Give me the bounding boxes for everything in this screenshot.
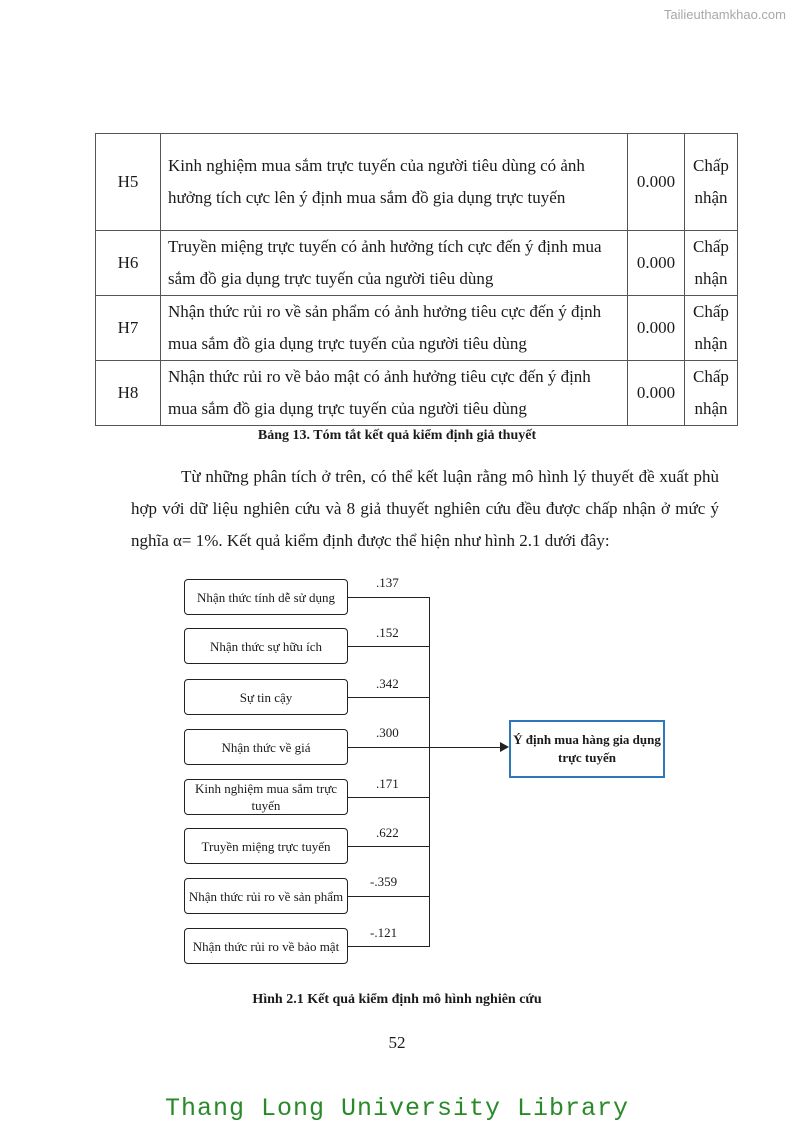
connector-line [347,846,429,847]
hypothesis-statement: Truyền miệng trực tuyến có ảnh hưởng tích cực đến ý định mua sắm đồ gia dụng trực tuyến của người tiêu dùng [161,231,628,296]
factor-box: Nhận thức sự hữu ích [184,628,348,664]
watermark: Tailieuthamkhao.com [663,7,786,22]
hypothesis-sig: 0.000 [628,134,685,231]
figure-caption: Hình 2.1 Kết quả kiểm định mô hình nghiên cứu [252,992,542,1007]
table-caption: Bảng 13. Tóm tắt kết quả kiểm định giả thuyết [257,428,537,443]
connector-line [347,597,429,598]
hypothesis-sig: 0.000 [628,296,685,361]
page-number: 52 [388,1033,406,1052]
connector-line [347,896,429,897]
hypothesis-result: Chấp nhận [685,134,738,231]
factor-box: Nhận thức rủi ro về sản phẩm [184,878,348,914]
hypothesis-statement: Nhận thức rủi ro về sản phẩm có ảnh hưởng tiêu cực đến ý định mua sắm đồ gia dụng trực tuyến của người tiêu dùng [161,296,628,361]
connector-line [347,797,429,798]
table-row [96,134,738,231]
target-box: Ý định mua hàng gia dụng trực tuyến [509,720,665,778]
body-paragraph: Từ những phân tích ở trên, có thể kết luận rằng mô hình lý thuyết đề xuất phù hợp với dữ liệu nghiên cứu và 8 giả thuyết nghiên cứu đều được chấp nhận ở mức ý nghĩa α= 1%. Kết quả kiểm định được thể hiện như hình 2.1 dưới đây: [131,467,719,550]
hypothesis-result: Chấp nhận [685,361,738,426]
coefficient-label: -.359 [370,874,398,889]
table-row [96,231,738,296]
connector-arrow-line [429,747,503,748]
connector-line [347,697,429,698]
coefficient-label: .300 [376,725,399,740]
connector-bus [429,597,430,947]
coefficient-label: -.121 [370,925,398,940]
connector-line [347,946,429,947]
arrow-head-icon [500,742,509,752]
hypothesis-table [95,133,738,426]
hypothesis-statement: Kinh nghiệm mua sắm trực tuyến của người tiêu dùng có ảnh hưởng tích cực lên ý định mua sắm đồ gia dụng trực tuyến [161,134,628,231]
factor-box: Sự tin cậy [184,679,348,715]
hypothesis-result: Chấp nhận [685,296,738,361]
hypothesis-code: H8 [96,361,161,426]
hypothesis-sig: 0.000 [628,231,685,296]
coefficient-label: .152 [376,625,399,640]
hypothesis-code: H5 [96,134,161,231]
coefficient-label: .342 [376,676,399,691]
hypothesis-code: H6 [96,231,161,296]
coefficient-label: .622 [376,825,399,840]
factor-box: Truyền miệng trực tuyến [184,828,348,864]
factor-box: Nhận thức về giá [184,729,348,765]
connector-line [347,646,429,647]
hypothesis-sig: 0.000 [628,361,685,426]
factor-box: Kinh nghiệm mua sắm trực tuyến [184,779,348,815]
hypothesis-code: H7 [96,296,161,361]
table-row [96,361,738,426]
coefficient-label: .137 [376,575,399,590]
connector-line [347,747,429,748]
hypothesis-result: Chấp nhận [685,231,738,296]
factor-box: Nhận thức rủi ro về bảo mật [184,928,348,964]
coefficient-label: .171 [376,776,399,791]
factor-box: Nhận thức tính dễ sử dụng [184,579,348,615]
library-footer: Thang Long University Library [164,1094,630,1123]
hypothesis-statement: Nhận thức rủi ro về bảo mật có ảnh hưởng tiêu cực đến ý định mua sắm đồ gia dụng trực tuyến của người tiêu dùng [161,361,628,426]
table-row [96,296,738,361]
